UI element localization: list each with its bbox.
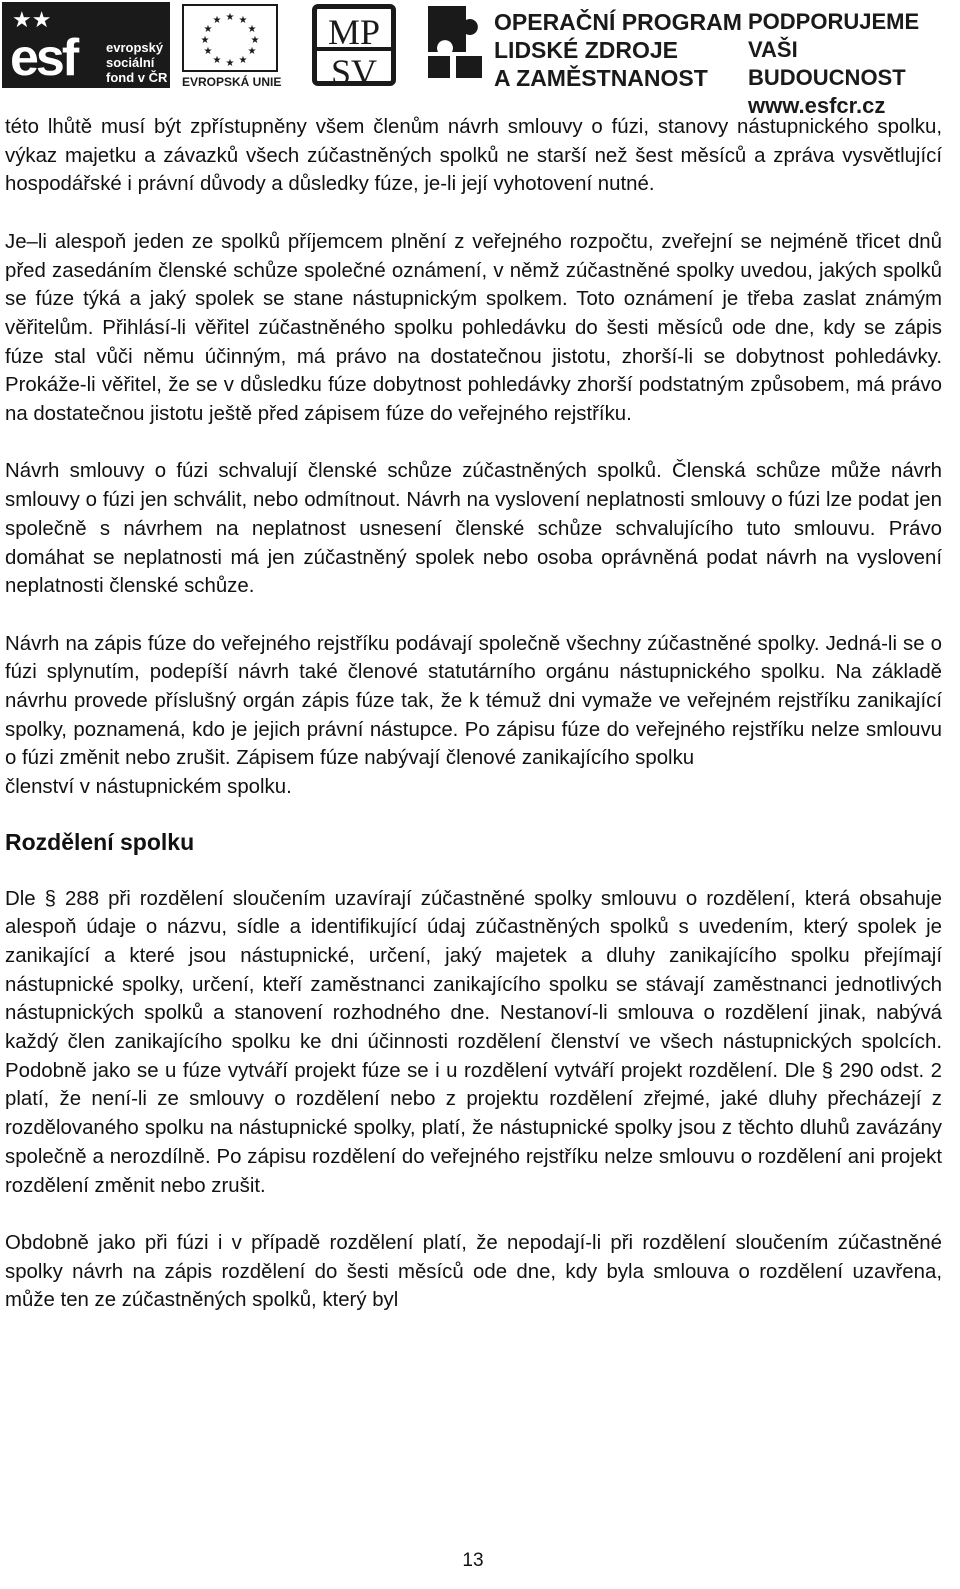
section-heading: Rozdělení spolku: [5, 828, 195, 855]
svg-text:★: ★: [225, 58, 235, 69]
puzzle-icon: [426, 4, 484, 80]
paragraph-merger-approval: Návrh smlouvy o fúzi schvalují členské schůze zúčastněných spolků. Členská schůze může návrh smlouvy o fúzi jen schválit, nebo odmítnout. Návrh na vyslovení neplatnosti smlouvy o fúzi lze podat jen společně s návrhem na neplatnost usnesení členské schůze schvalujícího tuto smlouvu. Právo domáhat se neplatnosti má jen zúčastněný spolek nebo osoba oprávněná podat návrh na vyslovení neplatnosti členské schůze.: [5, 460, 942, 598]
paragraph-division-registration: Obdobně jako při fúzi i v případě rozdělení platí, že nepodají-li při rozdělení sloučením zúčastněné spolky návrh na zápis rozdělení do šesti měsíců ode dne, kdy byla smlouva o rozdělení uzavřena, může ten ze zúčastněných spolků, který byl: [5, 1231, 942, 1312]
svg-text:★: ★: [250, 35, 260, 46]
esf-logo-text: esf: [10, 29, 77, 87]
svg-text:★: ★: [203, 46, 213, 57]
svg-text:★: ★: [200, 35, 210, 46]
esf-stars-icon: ★★: [12, 8, 52, 33]
esf-subtitle-line: sociální: [106, 55, 155, 70]
paragraph-division-contract: Dle § 288 při rozdělení sloučením uzavírají zúčastněné spolky smlouvu o rozdělení, která obsahuje alespoň údaje o názvu, sídle a identifikující údaj zúčastněných spolků s uvedením, který spolek je zanikající a které jsou nástupnické, určení, jaký majetek a dluhy zanikajícího spolku přejímají nástupnické spolky, určení, kteří zaměstnanci zanikajícího spolku se stávají zaměstnanci jednotlivých nástupnických spolků a stanovení rozhodného dne. Nestanoví-li smlouva o rozdělení jinak, nabývá každý člen zanikajícího spolku ke dni účinnosti rozdělení členství ve všech nástupnických spolcích. Podobně jako se u fúze vytváří projekt fúze se i u rozdělení vytváří projekt rozdělení. Dle § 290 odst. 2 platí, že není-li ze smlouvy o rozdělení nebo z projektu rozdělení zřejmé, jaké dluhy přecházejí z rozdělovaného spolku na nástupnické spolky, platí, že nástupnické spolky jsou z těchto dluhů zavázány společně a nerozdílně. Po zápisu rozdělení do veřejného rejstříku nelze smlouvu o rozdělení ani projekt rozdělení změnit nebo zrušit.: [5, 887, 942, 1197]
paragraph-merger-documents: této lhůtě musí být zpřístupněny všem členům návrh smlouvy o fúzi, stanovy nástupnického spolku, výkaz majetku a závazků všech zúčastněných spolků ne starší než šest měsíců a zpráva vysvětlující hospodářské i právní důvody a důsledky fúze, je-li její vyhotovení nutné.: [5, 116, 942, 196]
eu-label: EVROPSKÁ UNIE: [182, 75, 282, 89]
svg-text:★: ★: [247, 46, 257, 57]
mpsv-logo-bottom: SV: [317, 47, 391, 93]
support-slogan: [748, 8, 960, 120]
support-line: PODPORUJEME: [748, 9, 920, 34]
program-line: LIDSKÉ ZDROJE: [494, 37, 679, 63]
registration-text: Návrh na zápis fúze do veřejného rejstříku podávají společně všechny zúčastněné spolky. Jedná-li se o fúzi splynutím, podepíší návrh také členové statutárního orgánu nástupnického spolku. Na základě návrhu provede příslušný orgán zápis fúze tak, že k témuž dni vymaže ve veřejném rejstříku zanikající spolky, poznamená, kdo je jejich právní nástupce. Po zápisu fúze do veřejného rejstříku nelze smlouvu o fúzi změnit nebo zrušit. Zápisem fúze nabývají členové zanikajícího spolku: [5, 632, 942, 770]
paragraph-merger-registration: [5, 630, 942, 802]
mpsv-logo: [312, 4, 396, 92]
svg-text:★: ★: [203, 24, 213, 35]
esf-subtitle-line: fond v ČR: [106, 70, 168, 85]
svg-text:★: ★: [225, 12, 235, 23]
logo-header: [0, 0, 960, 118]
esf-subtitle: [106, 40, 167, 85]
esf-logo: [2, 2, 170, 88]
program-name: [494, 8, 742, 92]
svg-text:★: ★: [212, 15, 222, 26]
program-line: OPERAČNÍ PROGRAM: [494, 9, 742, 35]
page-number: 13: [462, 1550, 484, 1571]
program-line: A ZAMĚSTNANOST: [494, 65, 708, 91]
svg-text:★: ★: [238, 15, 248, 26]
eu-flag-icon: [182, 4, 278, 72]
support-line: VAŠI BUDOUCNOST: [748, 37, 906, 90]
registration-text-end: členství v nástupnickém spolku.: [5, 776, 292, 799]
mpsv-logo-top: MP: [327, 12, 381, 52]
esf-subtitle-line: evropský: [106, 40, 164, 55]
paragraph-public-budget-notice: Je–li alespoň jeden ze spolků příjemcem plnění z veřejného rozpočtu, zveřejní se nejméně třicet dnů před zasedáním členské schůze společné oznámení, v němž zúčastněné spolky uvedou, jakých spolků se fúze týká a jaký spolek se stane nástupnickým spolkem. Toto oznámení je třeba zaslat známým věřitelům. Přihlásí-li věřitel zúčastněného spolku pohledávku do šesti měsíců ode dne, kdy se zápis fúze stal vůči němu účinným, má právo na dostatečnou jistotu, zhorší-li se dobytnost pohledávky. Prokáže-li věřitel, že se v důsledku fúze dobytnost pohledávky zhorší podstatným způsobem, má právo na dostatečnou jistotu ještě před zápisem fúze do veřejného rejstříku.: [5, 230, 942, 426]
svg-text:★: ★: [238, 55, 248, 66]
website-link[interactable]: www.esfcr.cz: [748, 93, 886, 118]
document-body: [5, 113, 942, 1344]
svg-text:★: ★: [247, 24, 257, 35]
svg-text:★: ★: [212, 55, 222, 66]
